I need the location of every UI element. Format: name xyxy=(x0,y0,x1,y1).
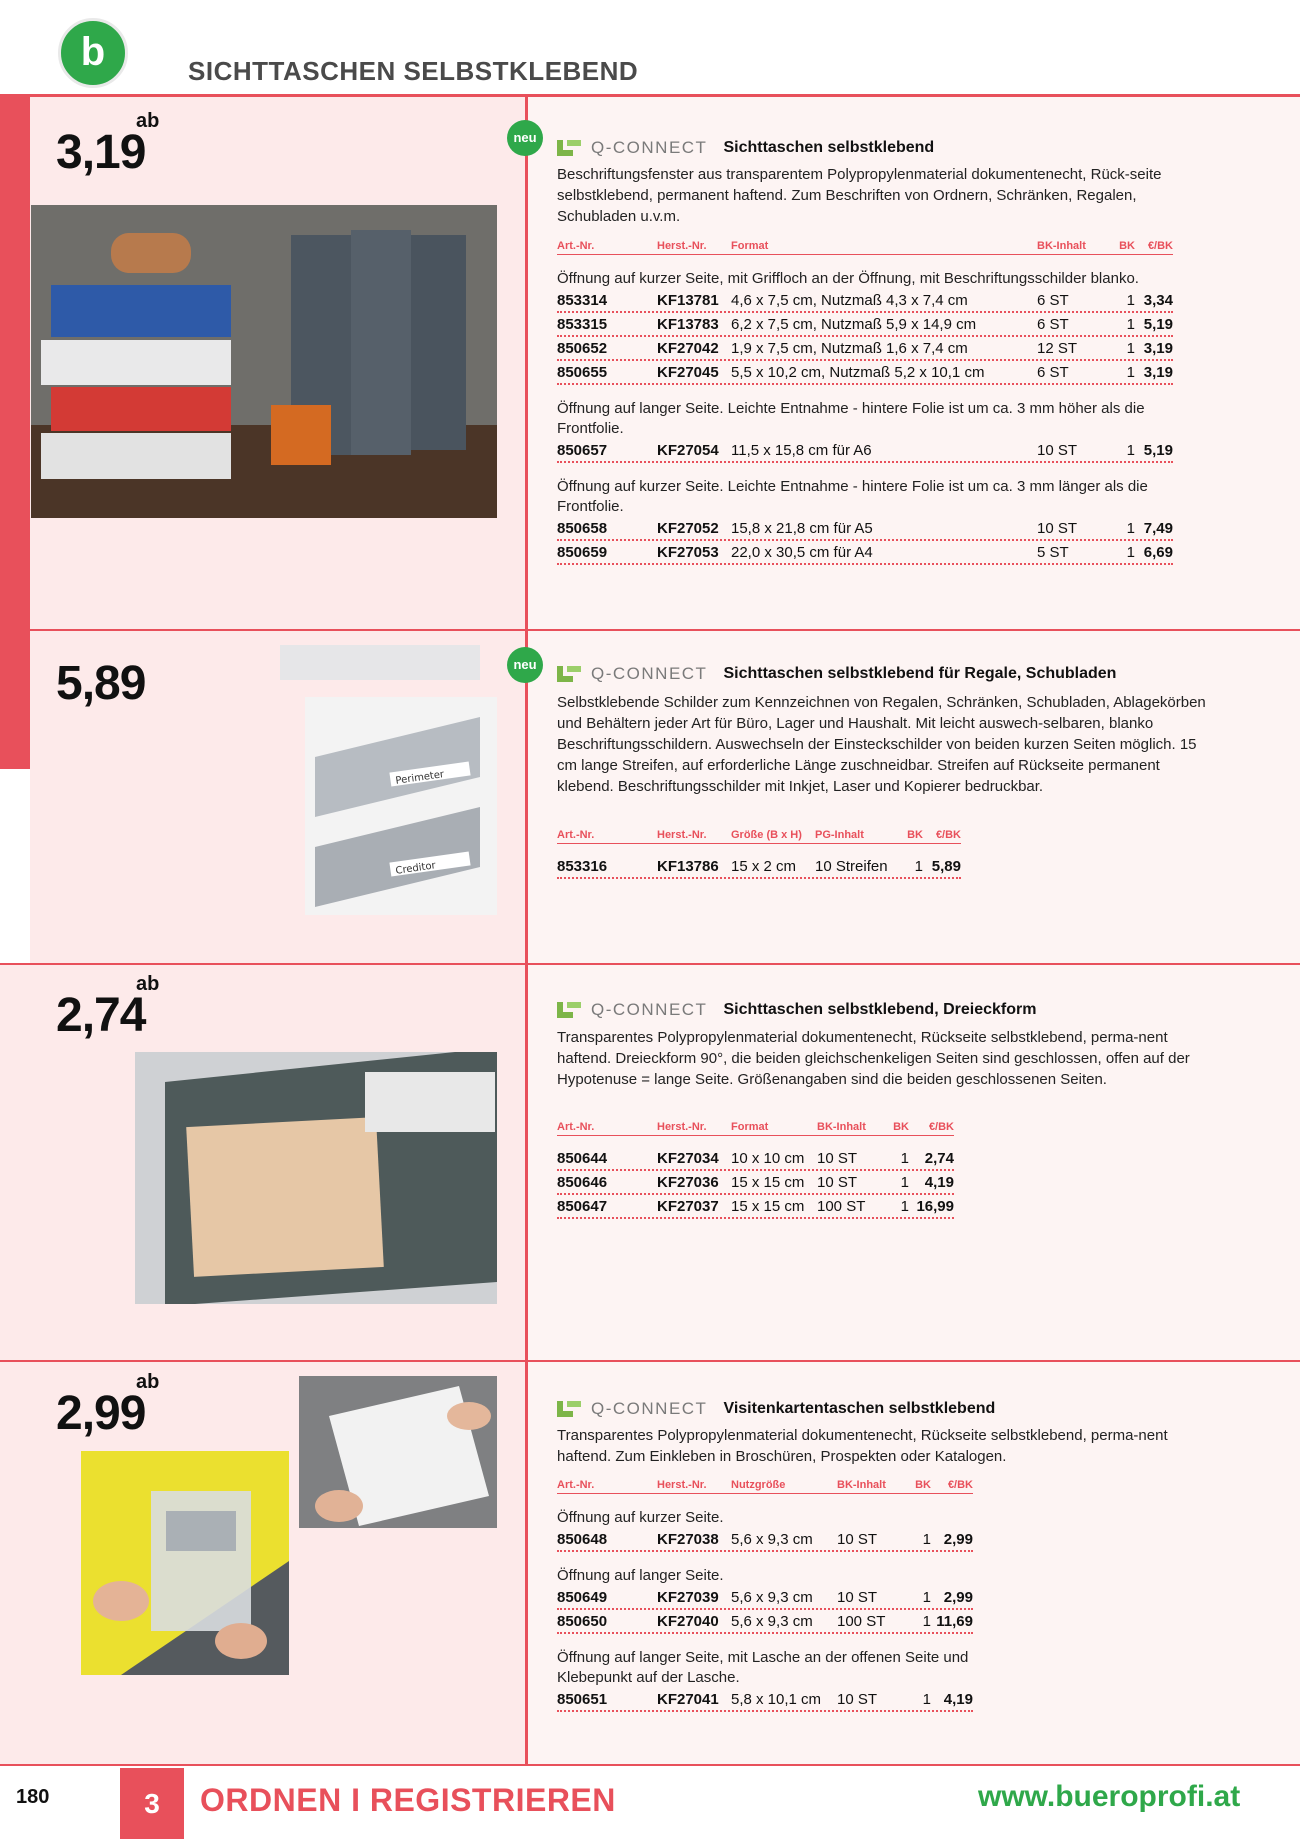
column-header: BK xyxy=(915,1479,931,1491)
table-cell: 3,34 xyxy=(1143,292,1173,309)
column-header: BK-Inhalt xyxy=(837,1479,886,1491)
product-title: Sichttaschen selbstklebend xyxy=(723,139,935,156)
spec-table xyxy=(557,1479,973,1712)
table-cell: 15 x 15 cm xyxy=(731,1198,805,1215)
new-badge: neu xyxy=(507,647,543,683)
table-row xyxy=(557,1613,973,1634)
table-row xyxy=(557,292,1173,313)
table-cell: 5 ST xyxy=(1037,544,1069,561)
group-note: Öffnung auf kurzer Seite. Leichte Entnahme - hintere Folie ist um ca. 3 mm länger als die Frontfolie. xyxy=(557,478,1148,515)
page-title: SICHTTASCHEN SELBSTKLEBEND xyxy=(188,56,639,86)
product-title: Sichttaschen selbstklebend für Regale, Schubladen xyxy=(723,665,1117,682)
brand-line xyxy=(557,1399,995,1419)
table-cell: 850648 xyxy=(557,1531,608,1548)
table-cell: 4,19 xyxy=(943,1691,973,1708)
table-cell: 15 x 15 cm xyxy=(731,1174,805,1191)
product-description: Transparentes Polypropylenmaterial dokumentenecht, Rückseite selbstklebend, perma-nent haftend. Dreieckform 90°, die beiden gleichschenkeligen Seiten sind geschlossen, offen auf der Hypotenuse = lange Seite. Größenangaben sind die beiden geschlossenen Seiten. xyxy=(557,1029,1190,1088)
table-cell: 2,99 xyxy=(943,1531,973,1548)
table-header xyxy=(557,829,961,844)
table-cell: 1 xyxy=(914,858,923,875)
new-badge: neu xyxy=(507,120,543,156)
table-cell: KF27042 xyxy=(657,340,719,357)
table-cell: 4,6 x 7,5 cm, Nutzmaß 4,3 x 7,4 cm xyxy=(731,292,968,309)
table-cell: 1 xyxy=(900,1150,909,1167)
logo-b: b xyxy=(58,18,128,88)
q-connect-logo-icon xyxy=(557,140,583,156)
q-connect-logo-icon xyxy=(557,666,583,682)
side-accent-bar xyxy=(0,97,30,769)
table-cell: 6,2 x 7,5 cm, Nutzmaß 5,9 x 14,9 cm xyxy=(731,316,977,333)
price: 2,99 xyxy=(56,1387,146,1440)
product-title: Visitenkartentaschen selbstklebend xyxy=(723,1400,996,1417)
column-header: Art.-Nr. xyxy=(557,829,595,841)
group-note: Öffnung auf kurzer Seite. xyxy=(557,1509,724,1526)
table-cell: 22,0 x 30,5 cm für A4 xyxy=(731,544,873,561)
table-cell: 3,19 xyxy=(1143,364,1173,381)
column-header: Format xyxy=(731,240,769,252)
table-cell: 5,8 x 10,1 cm xyxy=(731,1691,822,1708)
column-header: Herst.-Nr. xyxy=(657,1121,707,1133)
spec-table xyxy=(557,829,961,879)
table-row xyxy=(557,1174,954,1195)
table-cell: KF27041 xyxy=(657,1691,719,1708)
column-header: Art.-Nr. xyxy=(557,1479,595,1491)
table-row xyxy=(557,544,1173,565)
image-label-creditor: Creditor xyxy=(394,860,437,877)
q-connect-logo-icon xyxy=(557,1401,583,1417)
table-cell: 10 ST xyxy=(1037,442,1078,459)
group-note: Öffnung auf langer Seite, mit Lasche an der offenen Seite und Klebepunkt auf der Lasche. xyxy=(557,1649,969,1686)
table-cell: 853314 xyxy=(557,292,608,309)
table-row xyxy=(557,858,961,879)
table-cell: 853316 xyxy=(557,858,608,875)
column-header: Größe (B x H) xyxy=(731,829,802,841)
table-cell: 5,6 x 9,3 cm xyxy=(731,1531,813,1548)
brand-line xyxy=(557,1000,1036,1020)
table-cell: 850646 xyxy=(557,1174,608,1191)
table-cell: 10 x 10 cm xyxy=(731,1150,805,1167)
table-cell: 5,6 x 9,3 cm xyxy=(731,1589,813,1606)
product-description: Selbstklebende Schilder zum Kennzeichnen von Regalen, Schränken, Schubladen, Ablagekörben und Behältern jeder Art für Büro, Lager und Haushalt. Mit leicht auswech-selbaren, blanko Beschriftungsschildern. Auswechseln der Einsteckschilder von beiden kurzen Seiten möglich. 15 cm lange Streifen, auf erforderliche Länge zuschneidbar. Streifen auf Rückseite permanent klebend. Beschriftungsschilder mit Inkjet, Laser und Kopierer bedruckbar. xyxy=(557,694,1206,795)
price-prefix: ab xyxy=(136,110,160,132)
table-cell: 1 xyxy=(900,1174,909,1191)
table-row xyxy=(557,1531,973,1552)
table-cell: 6,69 xyxy=(1143,544,1173,561)
q-connect-logo-icon xyxy=(557,1002,583,1018)
table-cell: KF27037 xyxy=(657,1198,719,1215)
spec-table xyxy=(557,240,1173,565)
group-note: Öffnung auf kurzer Seite, mit Griffloch an der Öffnung, mit Beschriftungsschilder blanko. xyxy=(557,270,1139,287)
table-cell: KF13786 xyxy=(657,858,719,875)
table-cell: 15 x 2 cm xyxy=(731,858,797,875)
table-cell: 850647 xyxy=(557,1198,608,1215)
brand-line xyxy=(557,664,1116,684)
product-photo-brochure xyxy=(81,1451,289,1675)
table-row xyxy=(557,364,1173,385)
table-cell: 5,19 xyxy=(1143,442,1173,459)
table-cell: 10 ST xyxy=(837,1589,878,1606)
product-photo-triangle-pocket xyxy=(135,1052,497,1304)
table-cell: 15,8 x 21,8 cm für A5 xyxy=(731,520,873,537)
table-cell: 1 xyxy=(922,1589,931,1606)
brand-line xyxy=(557,138,934,158)
brand-name: Q-CONNECT xyxy=(591,1000,708,1019)
table-cell: KF27052 xyxy=(657,520,719,537)
table-cell: 850651 xyxy=(557,1691,608,1708)
product-title: Sichttaschen selbstklebend, Dreieckform xyxy=(723,1001,1037,1018)
table-cell: 16,99 xyxy=(916,1198,954,1215)
table-cell: 1 xyxy=(1126,544,1135,561)
table-cell: KF13783 xyxy=(657,316,719,333)
table-row xyxy=(557,1589,973,1610)
chapter-number: 3 xyxy=(120,1768,184,1839)
table-cell: 850649 xyxy=(557,1589,608,1606)
table-cell: 850659 xyxy=(557,544,608,561)
table-row xyxy=(557,1150,954,1171)
table-cell: KF27040 xyxy=(657,1613,719,1630)
table-cell: KF27054 xyxy=(657,442,719,459)
column-header: €/BK xyxy=(1147,240,1173,252)
price-prefix: ab xyxy=(136,973,160,995)
table-cell: 5,5 x 10,2 cm, Nutzmaß 5,2 x 10,1 cm xyxy=(731,364,985,381)
column-header: Format xyxy=(731,1121,769,1133)
column-header: PG-Inhalt xyxy=(815,829,864,841)
table-cell: 5,19 xyxy=(1143,316,1173,333)
table-cell: 2,74 xyxy=(924,1150,954,1167)
table-cell: 10 ST xyxy=(837,1691,878,1708)
table-row xyxy=(557,1691,973,1712)
table-cell: KF13781 xyxy=(657,292,719,309)
table-cell: 1 xyxy=(922,1531,931,1548)
table-cell: 1,9 x 7,5 cm, Nutzmaß 1,6 x 7,4 cm xyxy=(731,340,968,357)
product-photo-card-pocket xyxy=(299,1376,497,1528)
table-cell: 2,99 xyxy=(943,1589,973,1606)
table-cell: 10 ST xyxy=(837,1531,878,1548)
table-cell: 850657 xyxy=(557,442,608,459)
table-cell: 1 xyxy=(1126,364,1135,381)
table-cell: 1 xyxy=(1126,340,1135,357)
table-cell: 10 ST xyxy=(1037,520,1078,537)
table-cell: 1 xyxy=(1126,520,1135,537)
table-cell: 1 xyxy=(1126,316,1135,333)
table-cell: 5,89 xyxy=(931,858,961,875)
table-cell: 100 ST xyxy=(817,1198,866,1215)
table-cell: 6 ST xyxy=(1037,292,1069,309)
table-cell: 6 ST xyxy=(1037,316,1069,333)
page-number: 180 xyxy=(16,1786,50,1808)
table-cell: 850650 xyxy=(557,1613,608,1630)
column-header: Art.-Nr. xyxy=(557,1121,595,1133)
column-header: Art.-Nr. xyxy=(557,240,595,252)
brand-name: Q-CONNECT xyxy=(591,1399,708,1418)
product-photo-drawers xyxy=(305,697,497,915)
table-cell: KF27039 xyxy=(657,1589,719,1606)
table-cell: 850655 xyxy=(557,364,608,381)
table-cell: 1 xyxy=(1126,292,1135,309)
column-header: BK xyxy=(1119,240,1135,252)
table-cell: KF27036 xyxy=(657,1174,719,1191)
table-cell: 10 Streifen xyxy=(815,858,888,875)
price: 5,89 xyxy=(56,657,146,710)
column-header: Herst.-Nr. xyxy=(657,829,707,841)
table-header xyxy=(557,240,1173,255)
price: 3,19 xyxy=(56,126,146,179)
brand-name: Q-CONNECT xyxy=(591,138,708,157)
table-cell: 5,6 x 9,3 cm xyxy=(731,1613,813,1630)
table-cell: KF27034 xyxy=(657,1150,719,1167)
table-cell: 1 xyxy=(1126,442,1135,459)
product-description: Transparentes Polypropylenmaterial dokumentenecht, Rückseite selbstklebend, perma-nent haftend. Zum Einkleben in Broschüren, Prospekten oder Katalogen. xyxy=(557,1427,1168,1465)
column-header: Nutzgröße xyxy=(731,1479,786,1491)
column-header: Herst.-Nr. xyxy=(657,240,707,252)
table-cell: 853315 xyxy=(557,316,608,333)
column-header: BK-Inhalt xyxy=(1037,240,1086,252)
table-cell: 10 ST xyxy=(817,1174,858,1191)
table-cell: 7,49 xyxy=(1143,520,1173,537)
footer-rule xyxy=(0,1764,1300,1766)
table-cell: 6 ST xyxy=(1037,364,1069,381)
group-note: Öffnung auf langer Seite. Leichte Entnahme - hintere Folie ist um ca. 3 mm höher als die Frontfolie. xyxy=(557,400,1145,437)
table-cell: 11,5 x 15,8 cm für A6 xyxy=(731,442,872,459)
column-divider xyxy=(525,97,528,1764)
table-cell: 4,19 xyxy=(924,1174,954,1191)
column-header: €/BK xyxy=(947,1479,973,1491)
column-header: Herst.-Nr. xyxy=(657,1479,707,1491)
table-cell: 1 xyxy=(922,1613,931,1630)
spec-table xyxy=(557,1121,954,1219)
chapter-title: ORDNEN I REGISTRIEREN xyxy=(200,1782,616,1818)
table-cell: 850644 xyxy=(557,1150,608,1167)
brand-name: Q-CONNECT xyxy=(591,664,708,683)
table-cell: 12 ST xyxy=(1037,340,1078,357)
table-cell: KF27053 xyxy=(657,544,719,561)
table-row xyxy=(557,316,1173,337)
table-row xyxy=(557,442,1173,463)
table-cell: 850658 xyxy=(557,520,608,537)
table-header xyxy=(557,1121,954,1136)
table-cell: 1 xyxy=(900,1198,909,1215)
table-row xyxy=(557,1198,954,1219)
column-header: BK-Inhalt xyxy=(817,1121,866,1133)
column-header: €/BK xyxy=(928,1121,954,1133)
price-prefix: ab xyxy=(136,1371,160,1393)
column-header: BK xyxy=(907,829,923,841)
table-cell: KF27038 xyxy=(657,1531,719,1548)
table-cell: 100 ST xyxy=(837,1613,886,1630)
table-cell: 10 ST xyxy=(817,1150,858,1167)
column-header: BK xyxy=(893,1121,909,1133)
product-photo-binders xyxy=(31,205,497,518)
price: 2,74 xyxy=(56,989,146,1042)
table-cell: KF27045 xyxy=(657,364,719,381)
table-row xyxy=(557,340,1173,361)
website-url[interactable]: www.bueroprofi.at xyxy=(978,1780,1241,1813)
table-row xyxy=(557,520,1173,541)
table-cell: 850652 xyxy=(557,340,608,357)
table-header xyxy=(557,1479,973,1494)
table-cell: 1 xyxy=(922,1691,931,1708)
column-header: €/BK xyxy=(935,829,961,841)
product-description: Beschriftungsfenster aus transparentem Polypropylenmaterial dokumentenecht, Rück-seite selbstklebend, permanent haftend. Zum Beschriften von Ordnern, Schränken, Regalen, Schubladen u.v.m. xyxy=(557,166,1162,225)
label-strip-image xyxy=(280,645,480,680)
image-label-perimeter: Perimeter xyxy=(394,769,445,787)
table-cell: 3,19 xyxy=(1143,340,1173,357)
table-cell: 11,69 xyxy=(936,1613,973,1630)
group-note: Öffnung auf langer Seite. xyxy=(557,1567,724,1584)
